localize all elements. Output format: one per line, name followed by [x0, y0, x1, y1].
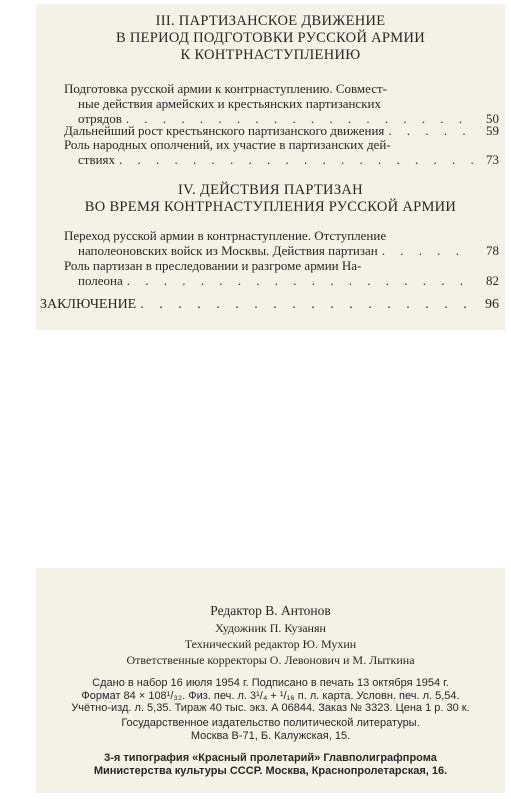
entry-line: Роль народных ополчений, их участие в партизанских дей-	[64, 137, 391, 152]
leader-dots	[119, 152, 473, 167]
toc-entry	[64, 123, 499, 138]
print-line: Формат 84 × 108¹/₃₂. Физ. печ. л. 3¹/₄ + ¹/₁₆ п. л. карта. Условн. печ. л. 5,54.	[81, 689, 460, 702]
entry-line: полеона	[78, 273, 123, 288]
printer-line: Министерства культуры СССР. Москва, Краснопролетарская, 16.	[93, 764, 448, 777]
publisher-details	[36, 717, 505, 742]
leader-dots	[140, 297, 473, 312]
title-line: IV. ДЕЙСТВИЯ ПАРТИЗАН	[178, 182, 363, 198]
conclusion-label: ЗАКЛЮЧЕНИЕ	[40, 297, 137, 312]
section-4-title	[36, 182, 505, 216]
page-number: 59	[486, 123, 499, 138]
title-line: В ПЕРИОД ПОДГОТОВКИ РУССКОЙ АРМИИ	[115, 30, 426, 46]
print-line: Учётно-изд. л. 5,35. Тираж 40 тыс. экз. А 06844. Заказ № 3323. Цена 1 р. 30 к.	[71, 702, 470, 714]
toc-entry	[64, 258, 499, 288]
editor-line: Редактор В. Антонов	[210, 603, 331, 618]
publisher-line: Москва В-71, Б. Калужская, 15.	[190, 729, 351, 742]
toc-conclusion	[40, 297, 499, 312]
page-number: 82	[486, 273, 499, 288]
tech-editor-line: Технический редактор Ю. Мухин	[184, 637, 357, 651]
page-number: 50	[486, 111, 499, 126]
entry-line: Дальнейший рост крестьянского партизанского движения	[64, 123, 385, 138]
proofreaders-line: Ответственные корректоры О. Левонович и М. Лыткина	[126, 653, 415, 667]
page-number: 78	[486, 243, 499, 258]
entry-line: наполеоновских войск из Москвы. Действия партизан	[78, 243, 378, 258]
publisher-line: Государственное издательство политической литературы.	[121, 717, 420, 729]
entry-line: ствиях	[78, 152, 116, 167]
imprint-block	[36, 568, 505, 793]
print-line: Сдано в набор 16 июля 1954 г. Подписано в печать 13 октября 1954 г.	[92, 677, 449, 689]
printer-line: 3-я типография «Красный пролетарий» Главполиграфпрома	[104, 752, 437, 764]
toc-entry	[64, 81, 499, 126]
table-of-contents-block	[36, 4, 505, 330]
artist-line: Художник П. Кузанян	[215, 621, 326, 635]
entry-line: отрядов	[78, 111, 122, 126]
toc-entry	[64, 137, 499, 167]
leader-dots	[388, 123, 473, 138]
title-line: III. ПАРТИЗАНСКОЕ ДВИЖЕНИЕ	[155, 13, 386, 29]
entry-line: Переход русской армии в контрнаступление. Отступление	[64, 228, 387, 243]
printer-details	[36, 752, 505, 777]
leader-dots	[127, 273, 473, 288]
leader-dots	[382, 243, 473, 258]
print-details	[36, 677, 505, 715]
page-number: 73	[486, 152, 499, 167]
title-line: К КОНТРНАСТУПЛЕНИЮ	[180, 47, 361, 63]
entry-line: Подготовка русской армии к контрнаступлению. Совмест-	[64, 81, 388, 96]
toc-entry	[64, 228, 499, 258]
section-3-title	[36, 13, 505, 64]
entry-line: ные действия армейских и крестьянских партизанских	[78, 96, 381, 111]
page-number: 96	[485, 297, 499, 312]
entry-line: Роль партизан в преследовании и разгроме армии На-	[64, 258, 362, 273]
title-line: ВО ВРЕМЯ КОНТРНАСТУПЛЕНИЯ РУССКОЙ АРМИИ	[84, 199, 457, 215]
